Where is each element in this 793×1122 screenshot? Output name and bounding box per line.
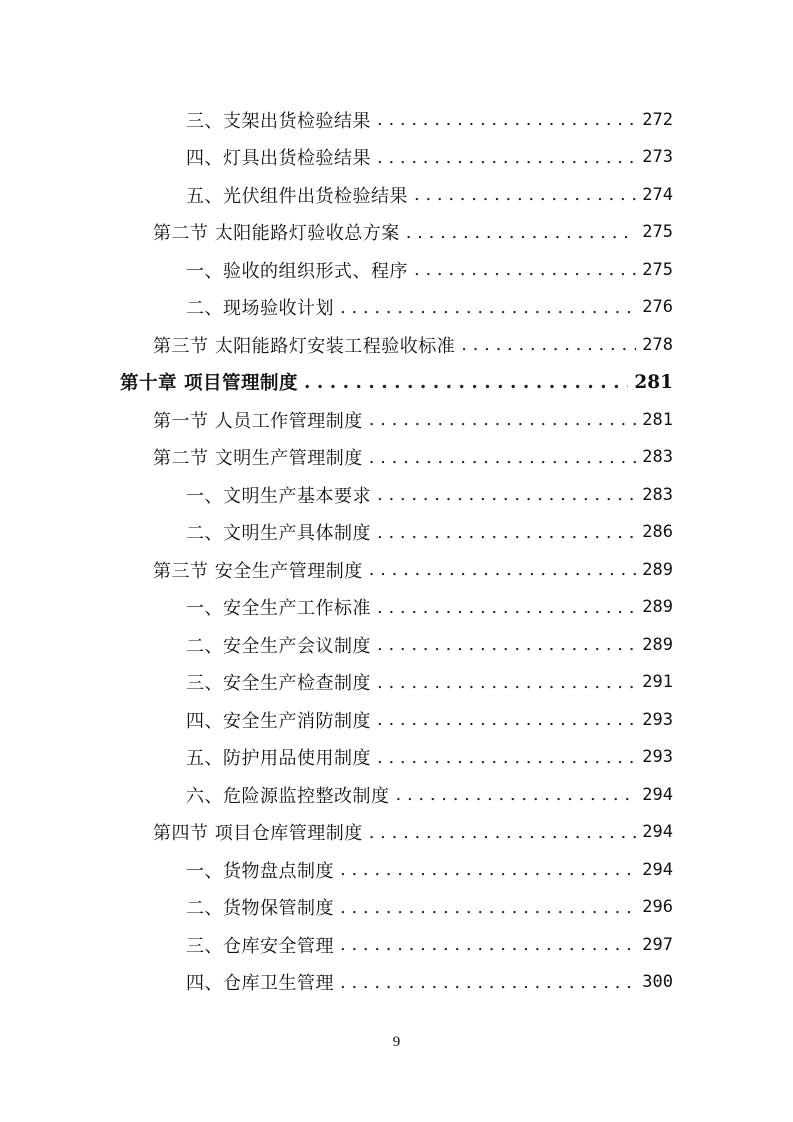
toc-dot-leader [414, 184, 636, 205]
toc-entry[interactable] [0, 176, 793, 214]
toc-entry-page: 281 [634, 371, 673, 393]
toc-dot-leader [377, 672, 636, 693]
toc-dot-leader [369, 822, 637, 843]
toc-entry[interactable] [0, 589, 793, 627]
toc-entry-page: 273 [642, 147, 673, 168]
toc-dot-leader [377, 597, 636, 618]
toc-entry[interactable] [0, 476, 793, 514]
toc-entry-page: 296 [642, 897, 673, 918]
toc-entry-title: 五、光伏组件出货检验结果 [186, 185, 408, 207]
toc-dot-leader [369, 559, 637, 580]
toc-entry-title: 一、文明生产基本要求 [186, 485, 371, 507]
toc-dot-leader [406, 222, 637, 243]
toc-entry-title: 二、现场验收计划 [186, 298, 334, 320]
toc-entry-page: 297 [642, 934, 673, 955]
toc-entry-title: 第四节 项目仓库管理制度 [153, 823, 363, 845]
toc-entry-page: 300 [642, 972, 673, 993]
toc-entry-page: 289 [642, 634, 673, 655]
toc-entry[interactable] [0, 214, 793, 252]
toc-entry-title: 一、验收的组织形式、程序 [186, 260, 408, 282]
toc-entry-page: 281 [642, 409, 673, 430]
toc-dot-leader [414, 259, 636, 280]
toc-entry[interactable] [0, 326, 793, 364]
toc-entry-title: 四、灯具出货检验结果 [186, 148, 371, 170]
toc-entry-title: 第一节 人员工作管理制度 [153, 410, 363, 432]
toc-dot-leader [377, 522, 636, 543]
table-of-contents [0, 101, 793, 1001]
toc-entry-title: 二、安全生产会议制度 [186, 635, 371, 657]
toc-entry-title: 四、安全生产消防制度 [186, 710, 371, 732]
toc-entry-title: 四、仓库卫生管理 [186, 973, 334, 995]
toc-dot-leader [396, 784, 637, 805]
toc-entry-title: 三、安全生产检查制度 [186, 673, 371, 695]
toc-entry-page: 272 [642, 109, 673, 130]
toc-entry[interactable] [0, 889, 793, 927]
toc-entry[interactable] [0, 251, 793, 289]
toc-entry[interactable] [0, 626, 793, 664]
toc-entry-title: 六、危险源监控整改制度 [186, 785, 390, 807]
toc-entry-title: 一、安全生产工作标准 [186, 598, 371, 620]
toc-entry-page: 289 [642, 597, 673, 618]
toc-dot-leader [377, 484, 636, 505]
toc-dot-leader [377, 747, 636, 768]
toc-dot-leader [377, 147, 636, 168]
toc-entry-title: 第二节 文明生产管理制度 [153, 448, 363, 470]
toc-entry-page: 293 [642, 747, 673, 768]
toc-entry-page: 276 [642, 297, 673, 318]
toc-entry-page: 274 [642, 184, 673, 205]
toc-entry-title: 三、支架出货检验结果 [186, 110, 371, 132]
toc-dot-leader [340, 859, 636, 880]
toc-dot-leader [304, 372, 628, 393]
toc-dot-leader [340, 934, 636, 955]
toc-entry-title: 二、文明生产具体制度 [186, 523, 371, 545]
toc-entry-page: 275 [642, 222, 673, 243]
toc-entry-page: 275 [642, 259, 673, 280]
toc-entry-title: 二、货物保管制度 [186, 898, 334, 920]
toc-entry[interactable] [0, 139, 793, 177]
toc-entry-title: 第三节 安全生产管理制度 [153, 560, 363, 582]
toc-dot-leader [340, 297, 636, 318]
toc-entry-page: 294 [642, 822, 673, 843]
toc-entry-page: 291 [642, 672, 673, 693]
toc-entry[interactable] [0, 101, 793, 139]
toc-entry-page: 286 [642, 522, 673, 543]
toc-entry[interactable] [0, 439, 793, 477]
toc-dot-leader [461, 334, 636, 355]
toc-entry-page: 278 [642, 334, 673, 355]
toc-dot-leader [377, 709, 636, 730]
toc-entry[interactable] [0, 776, 793, 814]
toc-entry[interactable] [0, 964, 793, 1002]
toc-dot-leader [340, 972, 636, 993]
toc-entry-title: 一、货物盘点制度 [186, 860, 334, 882]
toc-entry[interactable] [0, 364, 793, 402]
toc-entry-page: 294 [642, 784, 673, 805]
toc-entry[interactable] [0, 401, 793, 439]
page-number: 9 [392, 1034, 401, 1050]
toc-dot-leader [377, 109, 636, 130]
toc-entry-title: 三、仓库安全管理 [186, 935, 334, 957]
toc-entry[interactable] [0, 739, 793, 777]
toc-dot-leader [377, 634, 636, 655]
toc-entry[interactable] [0, 851, 793, 889]
toc-entry[interactable] [0, 814, 793, 852]
toc-entry-title: 五、防护用品使用制度 [186, 748, 371, 770]
toc-entry[interactable] [0, 514, 793, 552]
toc-entry-title: 第十章 项目管理制度 [120, 373, 298, 395]
toc-entry[interactable] [0, 289, 793, 327]
toc-dot-leader [369, 409, 637, 430]
toc-entry-page: 283 [642, 447, 673, 468]
toc-entry-title: 第二节 太阳能路灯验收总方案 [153, 223, 400, 245]
toc-entry[interactable] [0, 926, 793, 964]
toc-entry-page: 293 [642, 709, 673, 730]
toc-entry-page: 283 [642, 484, 673, 505]
toc-entry-title: 第三节 太阳能路灯安装工程验收标准 [153, 335, 456, 357]
toc-entry-page: 289 [642, 559, 673, 580]
toc-dot-leader [369, 447, 637, 468]
toc-entry[interactable] [0, 551, 793, 589]
toc-entry-page: 294 [642, 859, 673, 880]
toc-entry[interactable] [0, 664, 793, 702]
toc-dot-leader [340, 897, 636, 918]
toc-entry[interactable] [0, 701, 793, 739]
